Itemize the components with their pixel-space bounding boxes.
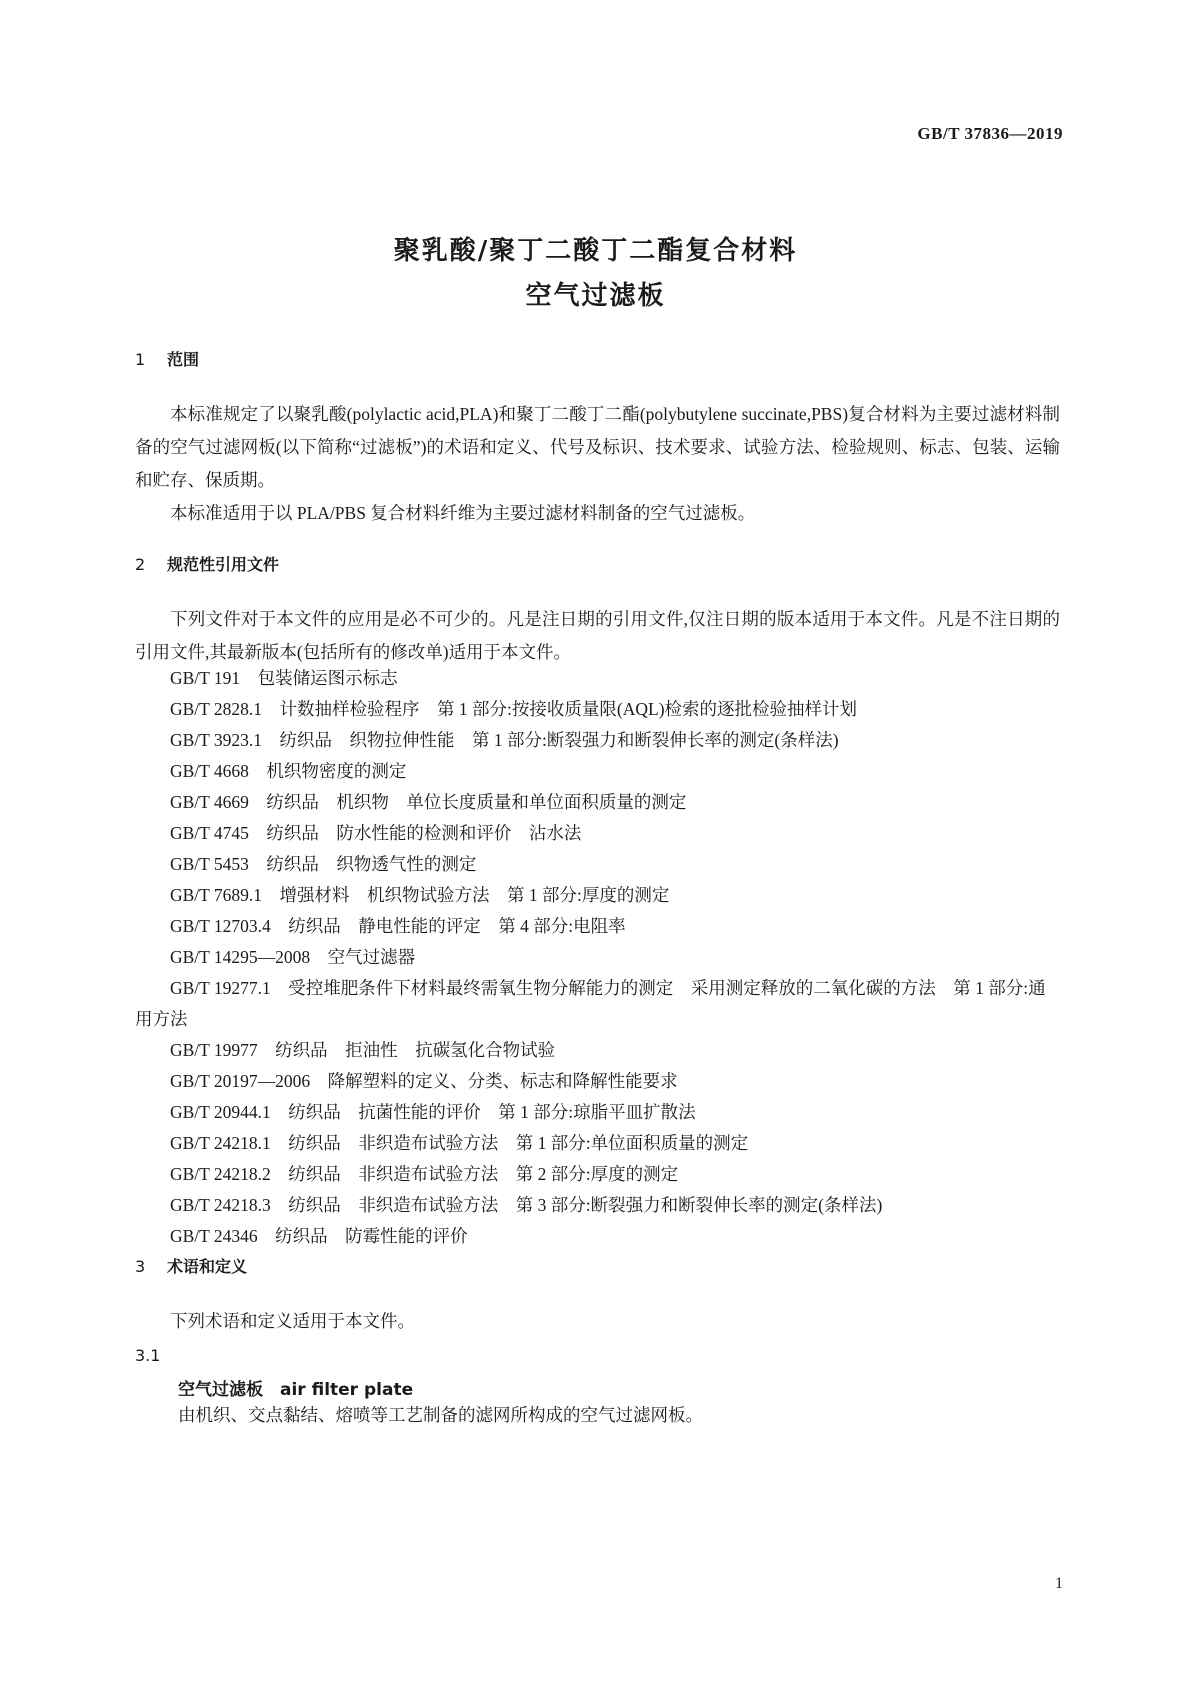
section-number: 2 bbox=[135, 555, 146, 574]
reference-item: GB/T 12703.4 纺织品 静电性能的评定 第 4 部分:电阻率 bbox=[170, 916, 626, 936]
reference-item: GB/T 24346 纺织品 防霉性能的评价 bbox=[170, 1226, 468, 1246]
reference-item: GB/T 19977 纺织品 拒油性 抗碳氢化合物试验 bbox=[170, 1040, 556, 1060]
reference-item: GB/T 2828.1 计数抽样检验程序 第 1 部分:按接收质量限(AQL)检索的逐批检验抽样计划 bbox=[170, 699, 858, 719]
section-1-body bbox=[135, 398, 1060, 530]
term-definition: 由机织、交点黏结、熔喷等工艺制备的滤网所构成的空气过滤网板。 bbox=[178, 1405, 703, 1425]
paragraph: 下列术语和定义适用于本文件。 bbox=[170, 1311, 415, 1331]
section-title: 范围 bbox=[167, 350, 200, 369]
section-1-heading bbox=[135, 347, 199, 370]
term-entry: 空气过滤板 air filter plate bbox=[178, 1380, 414, 1400]
paragraph: 本标准规定了以聚乳酸(polylactic acid,PLA)和聚丁二酸丁二酯(polybutylene succinate,PBS)复合材料为主要过滤材料制备的空气过滤网板(以下简称“过滤板”)的术语和定义、代号及标识、技术要求、试验方法、检验规则、标志、包装、运输和贮存、保质期。 bbox=[135, 404, 1060, 490]
reference-item: GB/T 7689.1 增强材料 机织物试验方法 第 1 部分:厚度的测定 bbox=[170, 885, 670, 905]
reference-item: GB/T 24218.3 纺织品 非织造布试验方法 第 3 部分:断裂强力和断裂伸长率的测定(条样法) bbox=[170, 1195, 883, 1215]
reference-item: GB/T 14295—2008 空气过滤器 bbox=[170, 947, 416, 967]
reference-item: GB/T 191 包装储运图示标志 bbox=[170, 668, 398, 688]
page-number: 1 bbox=[1055, 1575, 1063, 1592]
section-number: 1 bbox=[135, 350, 146, 369]
section-title: 规范性引用文件 bbox=[167, 555, 280, 574]
section-title: 术语和定义 bbox=[167, 1257, 248, 1276]
subsection-number: 3.1 bbox=[135, 1346, 161, 1365]
section-3-heading bbox=[135, 1254, 247, 1277]
section-number: 3 bbox=[135, 1257, 146, 1276]
reference-item: GB/T 20944.1 纺织品 抗菌性能的评价 第 1 部分:琼脂平皿扩散法 bbox=[170, 1102, 696, 1122]
reference-item: GB/T 4668 机织物密度的测定 bbox=[170, 761, 407, 781]
reference-item: GB/T 19277.1 受控堆肥条件下材料最终需氧生物分解能力的测定 采用测定释放的二氧化碳的方法 第 1 部分:通用方法 bbox=[135, 978, 1046, 1029]
section-2-intro bbox=[135, 603, 1060, 669]
document-title-line-2: 空气过滤板 bbox=[525, 281, 666, 311]
reference-item: GB/T 24218.2 纺织品 非织造布试验方法 第 2 部分:厚度的测定 bbox=[170, 1164, 679, 1184]
paragraph: 下列文件对于本文件的应用是必不可少的。凡是注日期的引用文件,仅注日期的版本适用于本文件。凡是不注日期的引用文件,其最新版本(包括所有的修改单)适用于本文件。 bbox=[135, 609, 1060, 662]
document-title-line-1: 聚乳酸/聚丁二酸丁二酯复合材料 bbox=[393, 236, 798, 266]
reference-item: GB/T 20197—2006 降解塑料的定义、分类、标志和降解性能要求 bbox=[170, 1071, 678, 1091]
paragraph: 本标准适用于以 PLA/PBS 复合材料纤维为主要过滤材料制备的空气过滤板。 bbox=[170, 503, 756, 523]
reference-item: GB/T 5453 纺织品 织物透气性的测定 bbox=[170, 854, 477, 874]
reference-item: GB/T 4745 纺织品 防水性能的检测和评价 沾水法 bbox=[170, 823, 582, 843]
section-3-intro bbox=[135, 1305, 1060, 1338]
reference-item: GB/T 4669 纺织品 机织物 单位长度质量和单位面积质量的测定 bbox=[170, 792, 687, 812]
section-2-heading bbox=[135, 552, 279, 575]
reference-item: GB/T 24218.1 纺织品 非织造布试验方法 第 1 部分:单位面积质量的测定 bbox=[170, 1133, 749, 1153]
reference-item: GB/T 3923.1 纺织品 织物拉伸性能 第 1 部分:断裂强力和断裂伸长率的测定(条样法) bbox=[170, 730, 839, 750]
standard-code: GB/T 37836—2019 bbox=[917, 124, 1063, 143]
reference-list bbox=[135, 663, 1060, 1252]
